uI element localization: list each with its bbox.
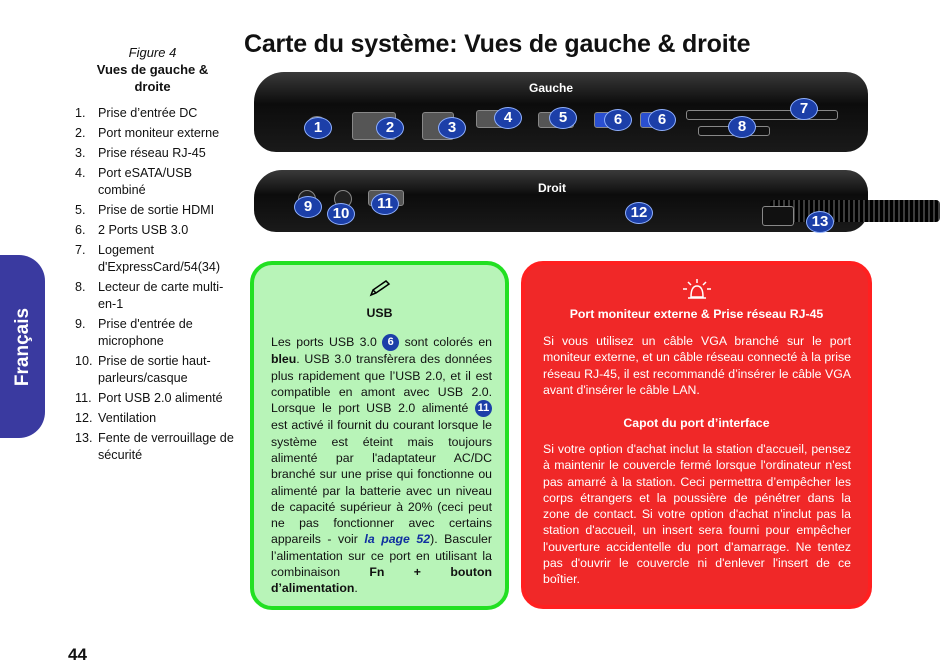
list-item bbox=[75, 390, 235, 407]
item-number: 5. bbox=[75, 203, 86, 217]
item-number: 3. bbox=[75, 146, 86, 160]
item-text: Prise d’entrée DC bbox=[98, 106, 198, 120]
warning-text-1: Si vous utilisez un câble VGA branché sur le port moniteur externe, et un câble réseau connecté à la prise réseau RJ-45, il est recommandé d’insérer le câble VGA avant d'insérer le câble LAN. bbox=[543, 334, 851, 397]
alarm-icon bbox=[680, 277, 714, 306]
list-item bbox=[75, 125, 235, 142]
pencil-icon bbox=[368, 278, 392, 303]
usb-note-box bbox=[250, 261, 509, 610]
item-text: Port moniteur externe bbox=[98, 126, 220, 140]
list-item bbox=[75, 165, 235, 199]
item-text: Prise de sortie HDMI bbox=[98, 203, 215, 217]
page-number: 44 bbox=[68, 645, 87, 664]
item-text: Prise de sortie haut-parleurs/casque bbox=[98, 354, 211, 385]
callout-11: 11 bbox=[371, 193, 399, 215]
badge-11: 11 bbox=[475, 400, 492, 417]
legend-list bbox=[75, 105, 235, 467]
callout-6b: 6 bbox=[648, 109, 676, 131]
callout-10: 10 bbox=[327, 203, 355, 225]
callout-5: 5 bbox=[549, 107, 577, 129]
callout-9: 9 bbox=[294, 196, 322, 218]
list-item bbox=[75, 242, 235, 276]
laptop-left-view bbox=[254, 72, 868, 152]
warning-heading-1: Port moniteur externe & Prise réseau RJ-45 bbox=[569, 307, 824, 321]
list-item bbox=[75, 202, 235, 219]
list-item bbox=[75, 353, 235, 387]
callout-7: 7 bbox=[790, 98, 818, 120]
item-number: 8. bbox=[75, 280, 86, 294]
callout-2: 2 bbox=[376, 117, 404, 139]
warning-text-2: Si votre option d'achat inclut la station d'accueil, pensez à maintenir le couvercle fermé lorsque l'ordinateur n'est pas amarré à la station. Ceci permettra d’empêcher les corps étrangers et la poussière de pénétrer dans la zone de contact. Si votre option d'achat n'inclut pas la station d'accueil, un insert sera fourni pour empêcher l'ouverture accidentelle du port d'amarrage. Ne tentez pas d'ouvrir le couvercle ni d'enlever l'insert de ce boîtier. bbox=[543, 442, 851, 587]
figure-caption bbox=[80, 44, 225, 95]
item-number: 1. bbox=[75, 106, 86, 120]
list-item bbox=[75, 105, 235, 122]
callout-8: 8 bbox=[728, 116, 756, 138]
language-label: Français bbox=[11, 307, 33, 386]
list-item bbox=[75, 430, 235, 464]
item-number: 9. bbox=[75, 317, 86, 331]
callout-6: 6 bbox=[604, 109, 632, 131]
security-slot bbox=[762, 206, 794, 226]
laptop-right-view bbox=[254, 170, 868, 232]
list-item bbox=[75, 222, 235, 239]
item-text: 2 Ports USB 3.0 bbox=[98, 223, 189, 237]
item-text: Fente de verrouillage de sécurité bbox=[98, 431, 234, 462]
list-item bbox=[75, 279, 235, 313]
item-number: 13. bbox=[75, 431, 93, 445]
usb-note-heading: USB bbox=[366, 306, 393, 320]
callout-12: 12 bbox=[625, 202, 653, 224]
view-label-left: Gauche bbox=[529, 81, 574, 95]
view-label-right: Droit bbox=[538, 181, 566, 195]
ventilation-grille bbox=[770, 200, 940, 222]
item-text: Logement d'ExpressCard/54(34) bbox=[98, 243, 221, 274]
item-number: 4. bbox=[75, 166, 86, 180]
language-tab bbox=[0, 255, 45, 438]
figure-subtitle: Vues de gauche & droite bbox=[96, 62, 209, 94]
item-text: Prise d'entrée de microphone bbox=[98, 317, 193, 348]
item-number: 7. bbox=[75, 243, 86, 257]
item-number: 6. bbox=[75, 223, 86, 237]
list-item bbox=[75, 316, 235, 350]
item-number: 2. bbox=[75, 126, 86, 140]
list-item bbox=[75, 410, 235, 427]
item-text: Prise réseau RJ-45 bbox=[98, 146, 206, 160]
badge-6: 6 bbox=[382, 334, 399, 351]
page-title: Carte du système: Vues de gauche & droite bbox=[244, 30, 751, 58]
callout-3: 3 bbox=[438, 117, 466, 139]
item-number: 10. bbox=[75, 354, 93, 368]
figure-label: Figure 4 bbox=[128, 45, 177, 60]
item-text: Port USB 2.0 alimenté bbox=[98, 391, 223, 405]
callout-13: 13 bbox=[806, 211, 834, 233]
list-item bbox=[75, 145, 235, 162]
item-number: 11. bbox=[75, 391, 92, 405]
item-text: Lecteur de carte multi-en-1 bbox=[98, 280, 224, 311]
item-number: 12. bbox=[75, 411, 93, 425]
warning-note-box bbox=[521, 261, 872, 609]
usb-note-text: Les ports USB 3.0 6 sont colorés en bleu. USB 3.0 transfèrera des données plus rapidement que l’USB 2.0, et il est compatible en amont avec USB 2.0. Lorsque le port USB 2.0 alimenté 11 est activé il fournit du courant lorsque le système est éteint mais toujours alimenté par l'adaptateur AC/DC branché sur une prise qui fonctionne ou alimenté par la batterie avec un niveau de capacité supérieur à 20% (ceci peut ne pas fonctionner avec certains appareils - voir la page 52). Basculer l’alimentation sur ce port en utilisant la combinaison Fn + bouton d’alimentation. bbox=[271, 335, 493, 596]
callout-1: 1 bbox=[304, 117, 332, 139]
item-text: Ventilation bbox=[98, 411, 157, 425]
page-52-link[interactable]: la page 52 bbox=[364, 532, 431, 547]
callout-4: 4 bbox=[494, 107, 522, 129]
warning-heading-2: Capot du port d’interface bbox=[623, 416, 770, 430]
item-text: Port eSATA/USB combiné bbox=[98, 166, 193, 197]
